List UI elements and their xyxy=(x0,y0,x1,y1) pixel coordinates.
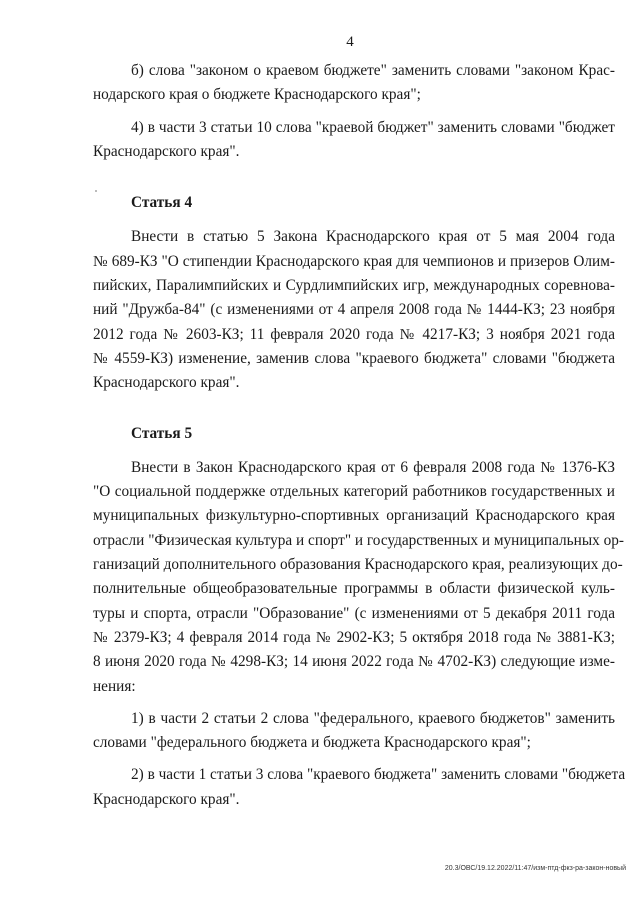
text-line: Внести в статью 5 Закона Краснодарского края от 5 мая 2004 года xyxy=(131,228,615,246)
text-line: Краснодарского края". xyxy=(93,374,240,392)
paragraph-b xyxy=(93,59,615,108)
text-line: словами "федерального бюджета и бюджета Краснодарского края"; xyxy=(93,734,531,752)
text-line: муниципальных физкультурно-спортивных организаций Краснодарского края xyxy=(93,507,615,525)
text-line: Краснодарского края". xyxy=(93,142,240,160)
text-line: 2012 года № 2603-КЗ; 11 февраля 2020 года № 4217-КЗ; 3 ноября 2021 года xyxy=(93,325,615,343)
text-line: полнительные общеобразовательные программы в области физической куль- xyxy=(93,580,615,598)
article-5-item-2 xyxy=(93,763,626,812)
text-line: ний "Дружба-84" (с изменениями от 4 апреля 2008 года № 1444-КЗ; 23 ноября xyxy=(93,301,615,319)
text-line: № 4559-КЗ) изменение, заменив слова "краевого бюджета" словами "бюджета xyxy=(93,349,615,367)
text-line: Внести в Закон Краснодарского края от 6 февраля 2008 года № 1376-КЗ xyxy=(131,458,615,476)
article-5-item-1 xyxy=(93,707,615,756)
document-body xyxy=(93,59,626,812)
text-line: нения: xyxy=(93,677,136,695)
text-line: ганизаций дополнительного образования Краснодарского края, реализующих до- xyxy=(93,556,623,574)
article-4-text xyxy=(93,225,615,395)
paragraph-4 xyxy=(93,116,615,165)
article-5-text xyxy=(93,456,624,699)
text-line: б) слова "законом о краевом бюджете" заменить словами "законом Крас- xyxy=(131,62,615,79)
text-line: отрасли "Физическая культура и спорт" и государственных и муниципальных ор- xyxy=(93,531,624,549)
text-line: 8 июня 2020 года № 4298-КЗ; 14 июня 2022 года № 4702-КЗ) следующие изме- xyxy=(93,653,615,671)
text-line: № 2379-КЗ; 4 февраля 2014 года № 2902-КЗ; 5 октября 2018 года № 3881-КЗ; xyxy=(93,628,615,646)
article-5-heading: Статья 5 xyxy=(131,424,193,442)
text-line: 1) в части 2 статьи 2 слова "федерального, краевого бюджетов" заменить xyxy=(131,709,615,727)
page-number: 4 xyxy=(346,34,354,50)
text-line: Краснодарского края". xyxy=(93,790,240,808)
text-line: 2) в части 1 статьи 3 слова "краевого бюджета" заменить словами "бюджета xyxy=(131,766,626,784)
text-line: нодарского края о бюджете Краснодарского края"; xyxy=(93,86,421,104)
text-line: "О социальной поддержке отдельных категорий работников государственных и xyxy=(93,483,615,501)
text-line: № 689-КЗ "О стипендии Краснодарского края для чемпионов и призеров Олим- xyxy=(93,252,615,270)
text-line: пийских, Паралимпийских и Сурдлимпийских игр, международных соревнова- xyxy=(93,277,615,295)
document-footer-code: 20.3/ОВС/19.12.2022/11:47/изм-птд-фкз-ра-закон-новый xyxy=(444,865,626,872)
article-4-heading: Статья 4 xyxy=(131,194,193,212)
text-line: туры и спорта, отрасли "Образование" (с изменениями от 5 декабря 2011 года xyxy=(93,604,615,622)
text-line: 4) в части 3 статьи 10 слова "краевой бюджет" заменить словами "бюджет xyxy=(131,118,615,136)
